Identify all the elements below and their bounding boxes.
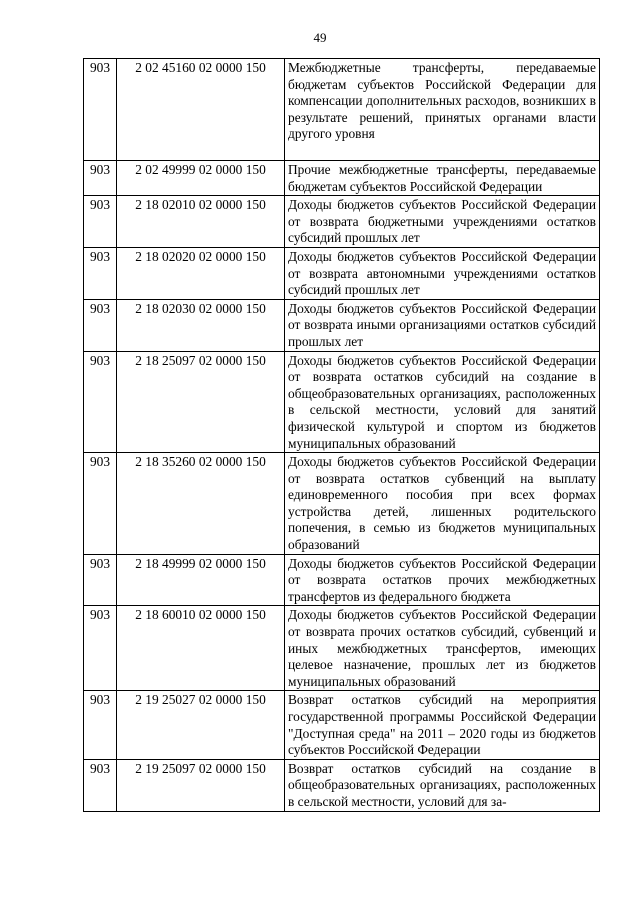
admin-code-cell: 903 — [84, 59, 117, 161]
revenue-name-cell: Доходы бюджетов субъектов Российской Федерации от возврата бюджетными учреждениями остатков субсидий прошлых лет — [285, 196, 600, 248]
budget-code-cell: 2 02 45160 02 0000 150 — [117, 59, 285, 161]
table-row — [84, 554, 600, 606]
admin-code-cell: 903 — [84, 759, 117, 811]
table-row — [84, 161, 600, 196]
admin-code-cell: 903 — [84, 299, 117, 351]
admin-code-cell: 903 — [84, 554, 117, 606]
admin-code-cell: 903 — [84, 351, 117, 453]
budget-code-cell: 2 19 25097 02 0000 150 — [117, 759, 285, 811]
revenue-name-cell: Доходы бюджетов субъектов Российской Федерации от возврата прочих остатков субсидий, субвенций и иных межбюджетных трансфертов, имеющих целевое назначение, прошлых лет из бюджетов муниципальных образований — [285, 606, 600, 691]
page-number: 49 — [313, 30, 327, 45]
table-row — [84, 759, 600, 811]
revenue-name-cell: Доходы бюджетов субъектов Российской Федерации от возврата остатков прочих межбюджетных трансфертов из федерального бюджета — [285, 554, 600, 606]
admin-code-cell: 903 — [84, 606, 117, 691]
table-row — [84, 59, 600, 161]
revenue-name-cell: Доходы бюджетов субъектов Российской Федерации от возврата остатков субсидий на создание в общеобразовательных организациях, расположенных в сельской местности, условий для занятий физической культурой и спортом из бюджетов муниципальных образований — [285, 351, 600, 453]
budget-code-cell: 2 02 49999 02 0000 150 — [117, 161, 285, 196]
table-row — [84, 606, 600, 691]
table-row — [84, 196, 600, 248]
revenue-name-cell: Доходы бюджетов субъектов Российской Федерации от возврата автономными учреждениями остатков субсидий прошлых лет — [285, 247, 600, 299]
budget-code-cell: 2 18 02020 02 0000 150 — [117, 247, 285, 299]
budget-code-cell: 2 18 02030 02 0000 150 — [117, 299, 285, 351]
budget-code-cell: 2 18 49999 02 0000 150 — [117, 554, 285, 606]
budget-code-cell: 2 18 25097 02 0000 150 — [117, 351, 285, 453]
revenue-name-cell: Прочие межбюджетные трансферты, передаваемые бюджетам субъектов Российской Федерации — [285, 161, 600, 196]
table-row — [84, 351, 600, 453]
admin-code-cell: 903 — [84, 691, 117, 759]
budget-code-cell: 2 19 25027 02 0000 150 — [117, 691, 285, 759]
table-row — [84, 299, 600, 351]
revenue-name-cell: Доходы бюджетов субъектов Российской Федерации от возврата иными организациями остатков субсидий прошлых лет — [285, 299, 600, 351]
table-row — [84, 691, 600, 759]
budget-code-cell: 2 18 35260 02 0000 150 — [117, 453, 285, 555]
revenue-codes-table — [83, 58, 600, 812]
revenue-name-cell: Межбюджетные трансферты, передаваемые бюджетам субъектов Российской Федерации для компенсации дополнительных расходов, возникших в результате решений, принятых органами власти другого уровня — [285, 59, 600, 161]
revenue-name-cell: Доходы бюджетов субъектов Российской Федерации от возврата остатков субвенций на выплату единовременного пособия при всех формах устройства детей, лишенных родительского попечения, в семью из бюджетов муниципальных образований — [285, 453, 600, 555]
admin-code-cell: 903 — [84, 161, 117, 196]
admin-code-cell: 903 — [84, 453, 117, 555]
table-row — [84, 453, 600, 555]
revenue-name-cell: Возврат остатков субсидий на создание в общеобразовательных организациях, расположенных в сельской местности, условий для за- — [285, 759, 600, 811]
table-row — [84, 247, 600, 299]
admin-code-cell: 903 — [84, 196, 117, 248]
budget-code-cell: 2 18 02010 02 0000 150 — [117, 196, 285, 248]
budget-code-cell: 2 18 60010 02 0000 150 — [117, 606, 285, 691]
revenue-name-cell: Возврат остатков субсидий на мероприятия государственной программы Российской Федерации "Доступная среда" на 2011 – 2020 годы из бюджетов субъектов Российской Федерации — [285, 691, 600, 759]
admin-code-cell: 903 — [84, 247, 117, 299]
